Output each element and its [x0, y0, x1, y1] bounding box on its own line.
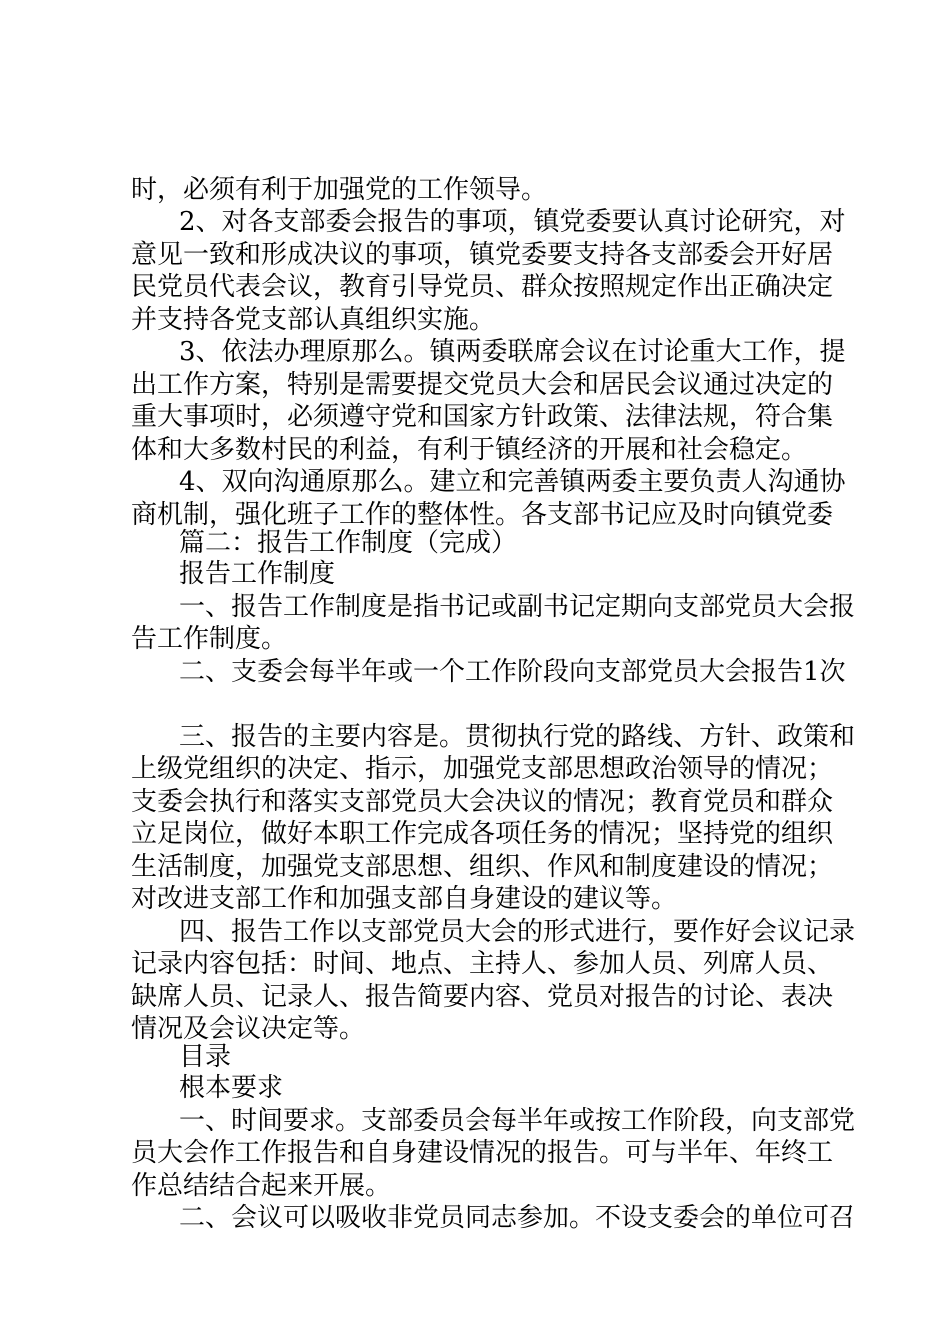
section-heading: 目录	[179, 1042, 232, 1072]
text-line: 重大事项时，必须遵守党和国家方针政策、法律法规，符合集	[131, 402, 834, 432]
text-line: 体和大多数村民的利益，有利于镇经济的开展和社会稳定。	[131, 435, 808, 465]
text-line: 民党员代表会议，教育引导党员、群众按照规定作出正确决定	[131, 272, 834, 302]
section-heading: 根本要求	[179, 1073, 284, 1103]
text-line: 员大会作工作报告和自身建设情况的报告。可与半年、年终工	[131, 1138, 834, 1168]
text-line: 对改进支部工作和加强支部自身建设的建议等。	[131, 884, 678, 914]
text-line: 意见一致和形成决议的事项，镇党委要支持各支部委会开好居	[131, 240, 834, 270]
text-line: 支委会执行和落实支部党员大会决议的情况；教育党员和群众	[131, 787, 834, 817]
text-line: 时，必须有利于加强党的工作领导。	[131, 175, 548, 205]
text-line: 记录内容包括：时间、地点、主持人、参加人员、列席人员、	[131, 949, 834, 979]
text-line: 立足岗位，做好本职工作完成各项任务的情况；坚持党的组织	[131, 819, 834, 849]
text-line: 商机制，强化班子工作的整体性。各支部书记应及时向镇党委	[131, 500, 834, 530]
text-line: 作总结结合起来开展。	[131, 1171, 392, 1201]
text-line: 告工作制度。	[131, 624, 288, 654]
text-line: 二、会议可以吸收非党员同志参加。不设支委会的单位可召	[179, 1203, 856, 1233]
text-line: 并支持各党支部认真组织实施。	[131, 305, 496, 335]
text-line: 2、对各支部委会报告的事项，镇党委要认真讨论研究，对	[179, 207, 846, 237]
text-line: 3、依法办理原那么。镇两委联席会议在讨论重大工作，提	[179, 337, 846, 367]
text-line: 出工作方案，特别是需要提交党员大会和居民会议通过决定的	[131, 370, 834, 400]
text-line: 一、报告工作制度是指书记或副书记定期向支部党员大会报	[179, 592, 856, 622]
text-line: 四、报告工作以支部党员大会的形式进行，要作好会议记录	[179, 917, 856, 947]
text-line: 生活制度，加强党支部思想、组织、作风和制度建设的情况；	[131, 852, 834, 882]
text-line: 情况及会议决定等。	[131, 1014, 366, 1044]
section-heading: 篇二：报告工作制度（完成）	[179, 528, 518, 558]
text-line: 一、时间要求。支部委员会每半年或按工作阶段，向支部党	[179, 1106, 856, 1136]
section-title: 报告工作制度	[179, 559, 336, 589]
text-line: 缺席人员、记录人、报告简要内容、党员对报告的讨论、表决	[131, 982, 834, 1012]
text-line: 三、报告的主要内容是。贯彻执行党的路线、方针、政策和	[179, 722, 856, 752]
text-line: 上级党组织的决定、指示，加强党支部思想政治领导的情况；	[131, 754, 834, 784]
text-line: 4、双向沟通原那么。建立和完善镇两委主要负责人沟通协	[179, 467, 846, 497]
text-line: 二、支委会每半年或一个工作阶段向支部党员大会报告1次	[179, 657, 846, 687]
